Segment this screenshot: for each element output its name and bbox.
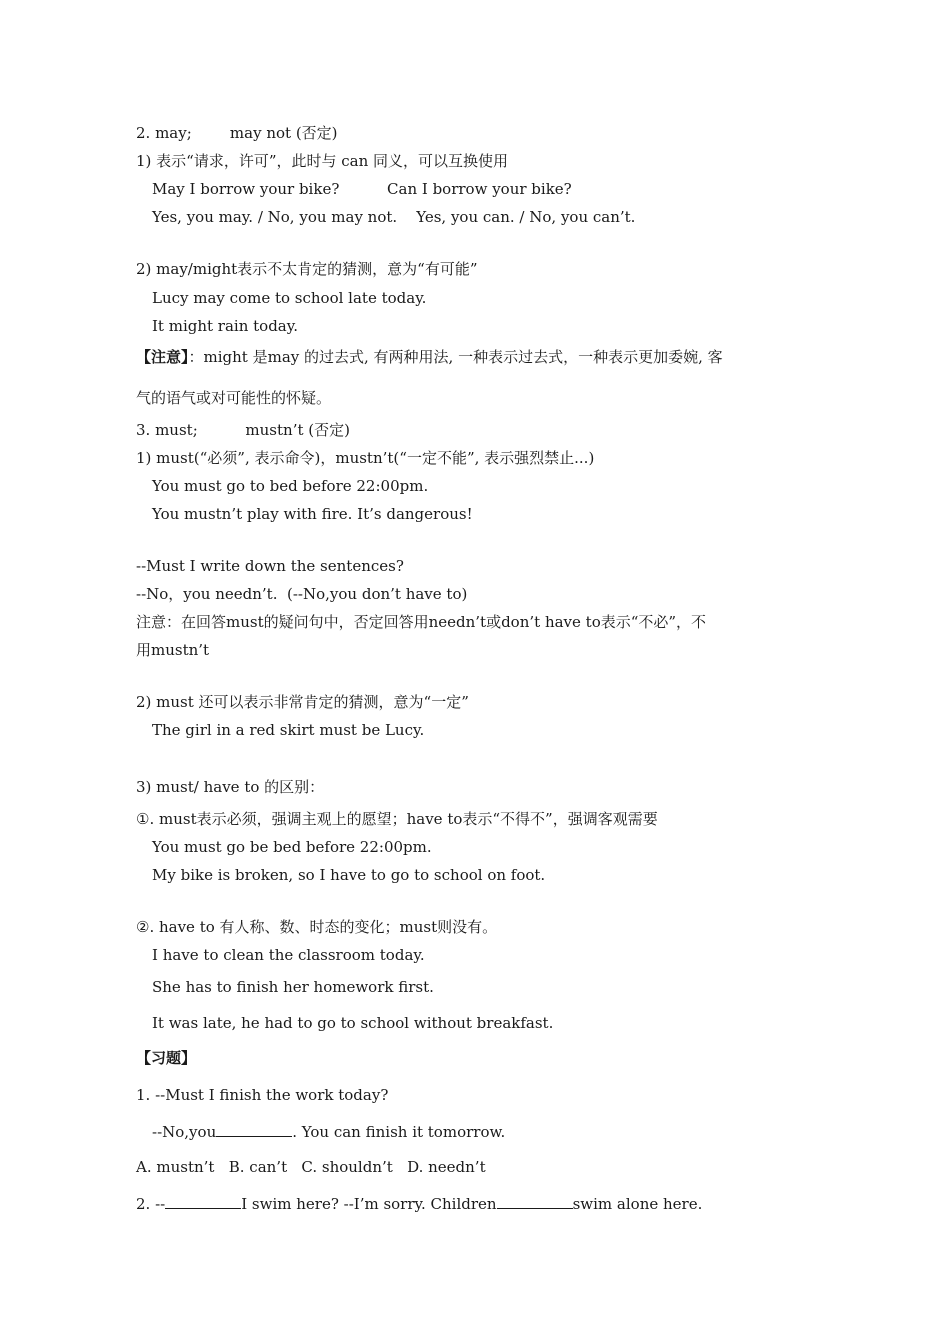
must-point-2-example-c: It was late, he had to go to school without breakfast.: [152, 1014, 554, 1032]
reply-start: --No,you: [152, 1123, 217, 1141]
must-dialog-question: --Must I write down the sentences?: [136, 557, 404, 575]
must-point-2: ②. have to 有人称、数、时态的变化；must则没有。: [136, 918, 498, 936]
exercise-2-question: [136, 1194, 702, 1213]
answer-blank: [497, 1194, 573, 1209]
note-label: 【注意】: [136, 348, 189, 366]
exercise-1-question: 1. --Must I finish the work today?: [136, 1086, 389, 1104]
q2-mid: I swim here? --I’m sorry. Children: [241, 1195, 497, 1213]
must-example-2: The girl in a red skirt must be Lucy.: [152, 721, 425, 739]
may-note-line-1: [136, 348, 723, 366]
must-point-1-example-b: My bike is broken, so I have to go to school on foot.: [152, 866, 546, 884]
may-rule-1: 1) 表示“请求，许可”，此时与 can 同义，可以互换使用: [136, 152, 509, 170]
answer-blank: [165, 1194, 241, 1209]
reply-end: . You can finish it tomorrow.: [292, 1123, 506, 1141]
may-example-answer: Yes, you may. / No, you may not. Yes, you can. / No, you can’t.: [152, 208, 636, 226]
must-example-1a: You must go to bed before 22:00pm.: [152, 477, 429, 495]
exercise-1-options: A. mustn’t B. can’t C. shouldn’t D. needn’t: [136, 1158, 486, 1176]
must-point-2-example-a: I have to clean the classroom today.: [152, 946, 425, 964]
may-example-2a: Lucy may come to school late today.: [152, 289, 427, 307]
must-rule-1: 1) must(“必须”, 表示命令)，mustn’t(“一定不能”, 表示强烈禁止...): [136, 449, 595, 467]
exercise-1-reply: [152, 1122, 505, 1141]
must-point-2-example-b: She has to finish her homework first.: [152, 978, 434, 996]
must-note-line-2: 用mustn’t: [136, 641, 210, 659]
may-heading: 2. may; may not (否定): [136, 124, 338, 142]
must-dialog-answer: --No，you needn’t. (--No,you don’t have to): [136, 585, 468, 603]
must-example-1b: You mustn’t play with fire. It’s dangerous!: [152, 505, 473, 523]
must-heading: 3. must; mustn’t (否定): [136, 421, 350, 439]
exercises-label: 【习题】: [136, 1049, 197, 1067]
must-note-line-1: 注意：在回答must的疑问句中，否定回答用needn’t或don’t have to表示“不必”，不: [136, 613, 707, 631]
must-rule-2: 2) must 还可以表示非常肯定的猜测，意为“一定”: [136, 693, 469, 711]
may-example-question: May I borrow your bike? Can I borrow your bike?: [152, 180, 572, 198]
may-rule-2: 2) may/might表示不太肯定的猜测，意为“有可能”: [136, 260, 478, 278]
may-example-2b: It might rain today.: [152, 317, 298, 335]
q2-start: 2. --: [136, 1195, 166, 1213]
may-note-line-2: 气的语气或对可能性的怀疑。: [136, 389, 332, 407]
must-point-1-example-a: You must go be bed before 22:00pm.: [152, 838, 432, 856]
must-point-1: ①. must表示必须，强调主观上的愿望；have to表示“不得不”，强调客观需要: [136, 810, 658, 828]
q2-end: swim alone here.: [572, 1195, 703, 1213]
answer-blank: [216, 1122, 292, 1137]
note-text: ：might 是may 的过去式, 有两种用法, 一种表示过去式，一种表示更加委婉, 客: [188, 348, 723, 366]
must-rule-3: 3) must/ have to 的区别：: [136, 778, 325, 796]
